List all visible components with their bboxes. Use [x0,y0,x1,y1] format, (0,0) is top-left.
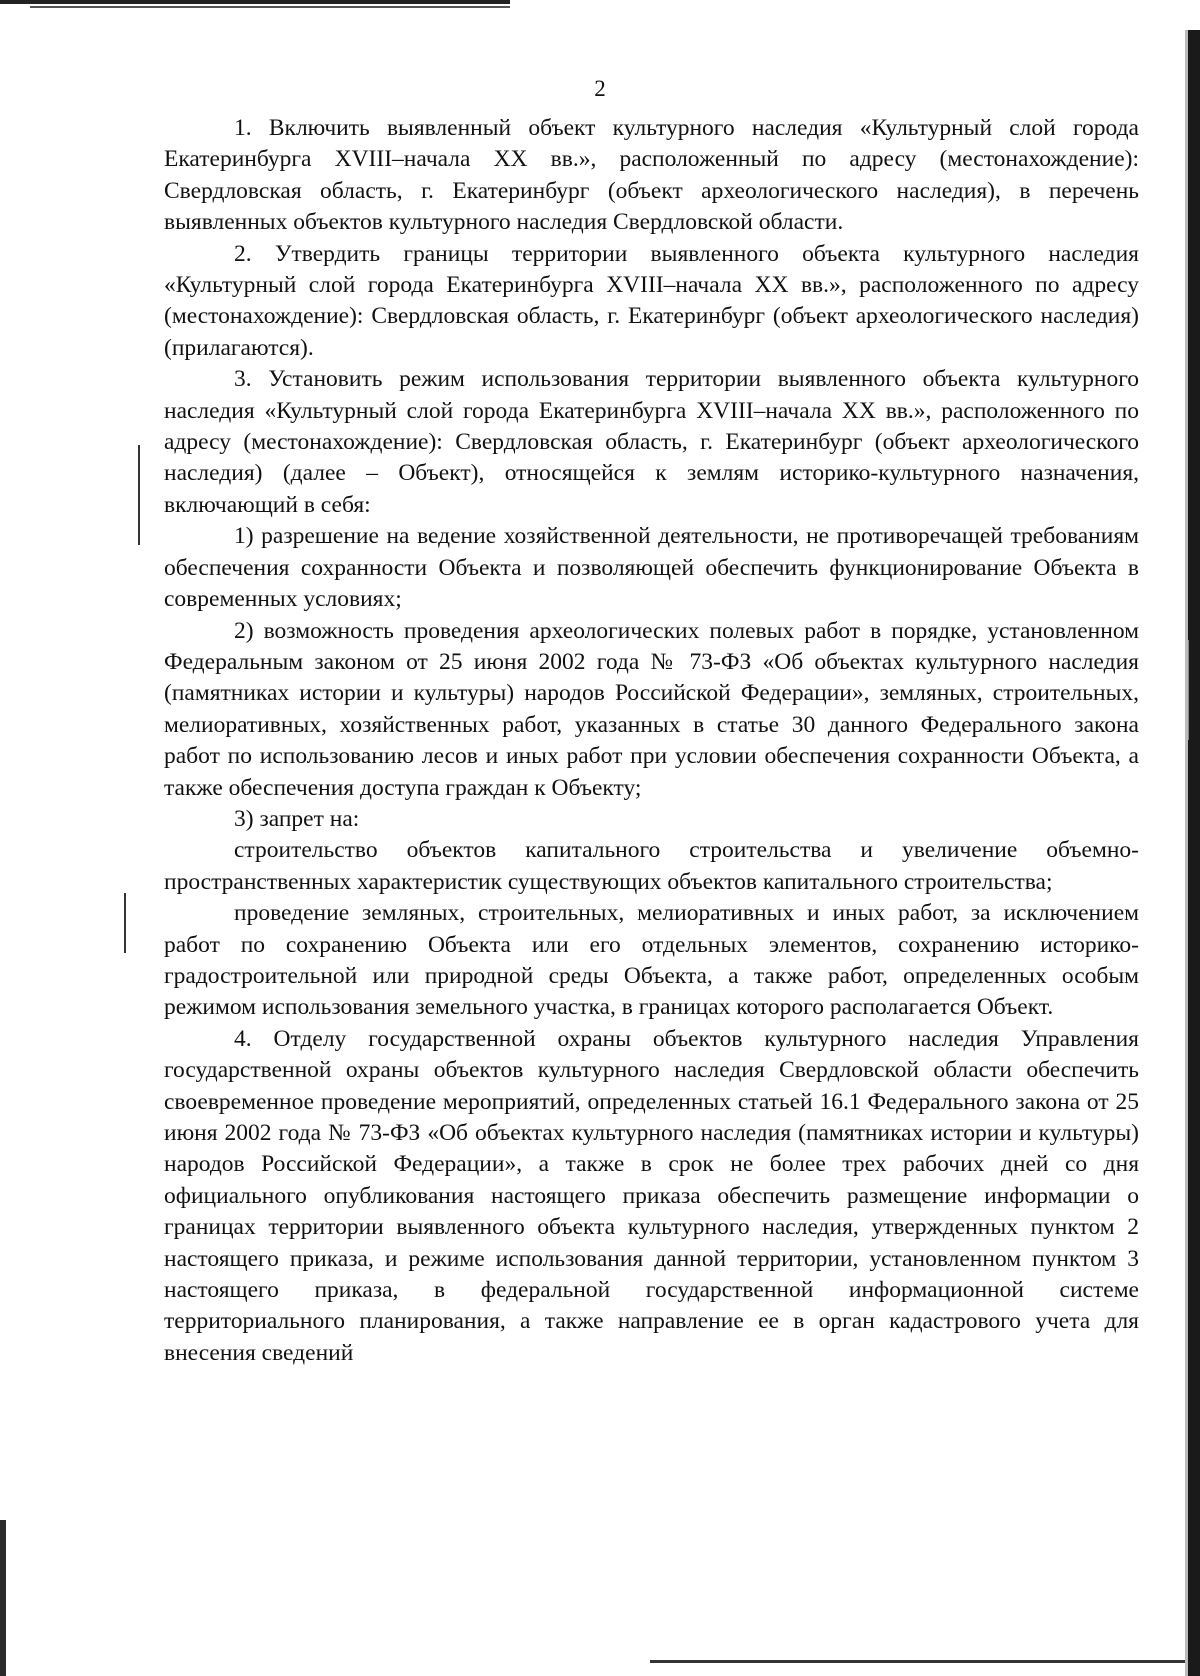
scan-edge-left-bottom [0,1520,6,1676]
paragraph-subitem-2: 2) возможность проведения археологических полевых работ в порядке, установленном Федеральным законом от 25 июня 2002 года № 73-ФЗ «Об объектах культурного наследия (памятниках истории и культуры) народов Российской Федерации», земляных, строительных, мелиоративных, хозяйственных работ, указанных в статье 30 данного Федерального закона работ по использованию лесов и иных работ при условии обеспечения сохранности Объекта, а также обеспечения доступа граждан к Объекту; [164,617,1139,801]
scan-edge-right [1188,30,1200,1676]
paragraph-subitem-3: 3) запрет на: [234,805,360,832]
margin-scan-artifact [1188,640,1189,740]
paragraph-item-1: 1. Включить выявленный объект культурного наследия «Культурный слой города Екатеринбурга XVIII–начала XX вв.», расположенный по адресу (местонахождение): Свердловская область, г. Екатеринбург (объект археологического наследия), в перечень выявленных объектов культурного наследия Свердловской области. [164,115,1139,236]
document-body [164,113,1139,1369]
prohibition-construction: строительство объектов капитального строительства и увеличение объемно-пространственных характеристик существующих объектов капитального строительства; [164,837,1139,895]
paragraph-subitem-1: 1) разрешение на ведение хозяйственной деятельности, не противоречащей требованиям обеспечения сохранности Объекта и позволяющей обеспечить функционирование Объекта в современных условиях; [164,523,1139,613]
scan-edge-right-shadow [1185,30,1188,1676]
paragraph-item-4: 4. Отделу государственной охраны объектов культурного наследия Управления государственной охраны объектов культурного наследия Свердловской области обеспечить своевременное проведение мероприятий, определенных статьей 16.1 Федерального закона от 25 июня 2002 года № 73-ФЗ «Об объектах культурного наследия (памятниках истории и культуры) народов Российской Федерации», а также в срок не более трех рабочих дней со дня официального опубликования настоящего приказа обеспечить размещение информации о границах территории выявленного объекта культурного наследия, утвержденных пунктом 2 настоящего приказа, и режиме использования данной территории, установленном пунктом 3 настоящего приказа, в федеральной государственной информационной системе территориального планирования, а также направление ее в орган кадастрового учета для внесения сведений [164,1025,1139,1366]
scan-edge-bottom [650,1660,1185,1663]
prohibition-works: проведение земляных, строительных, мелиоративных и иных работ, за исключением работ по сохранению Объекта или его отдельных элементов, сохранению историко-градостроительной или природной среды Объекта, а также работ, определенных особым режимом использования земельного участка, в границах которого располагается Объект. [164,900,1139,1021]
paragraph-item-3: 3. Установить режим использования территории выявленного объекта культурного наследия «Культурный слой города Екатеринбурга XVIII–начала XX вв.», расположенного по адресу (местонахождение): Свердловская область, г. Екатеринбург (объект археологического наследия) (далее – Объект), относящейся к землям историко-культурного назначения, включающий в себя: [164,366,1139,518]
margin-change-mark [138,445,140,545]
scan-edge-top-line [30,6,510,8]
margin-change-mark [124,893,126,953]
paragraph-item-2: 2. Утвердить границы территории выявленного объекта культурного наследия «Культурный слой города Екатеринбурга XVIII–начала XX вв.», расположенного по адресу (местонахождение): Свердловская область, г. Екатеринбург (объект археологического наследия) (прилагаются). [164,240,1139,361]
scan-edge-top [0,0,510,4]
page-number: 2 [594,76,606,101]
